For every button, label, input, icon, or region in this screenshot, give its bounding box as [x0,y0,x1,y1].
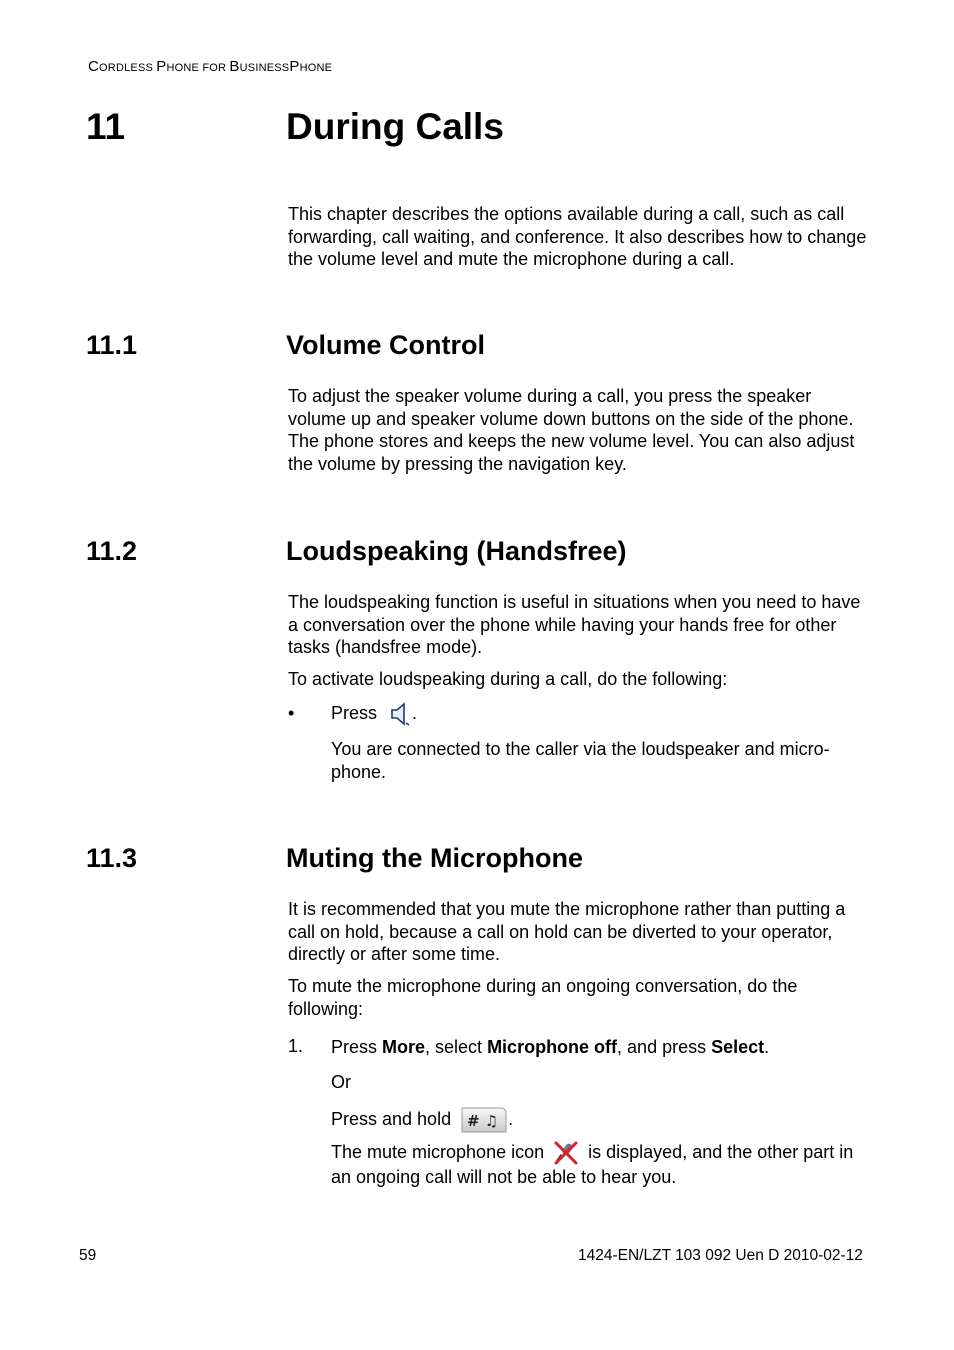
chapter-number: 11 [86,106,126,147]
hash-key-label: # ♫ [467,1112,499,1131]
or-text: Or [331,1072,351,1092]
section-11-3-instruction: To mute the microphone during an ongoing conversation, do the following: [288,976,798,1019]
chapter-title: During Calls [286,106,504,147]
bullet-marker: • [288,703,295,723]
running-header: CORDLESS PHONE FOR BUSINESSPHONE [88,58,333,75]
section-11-2-body: The loudspeaking function is useful in situations when you need to have a conversation over the phone while having your hands free for other tasks (handsfree mode). [288,592,861,657]
section-11-2-title: Loudspeaking (Handsfree) [286,536,627,566]
chapter-intro: This chapter describes the options available during a call, such as call forwarding, call waiting, and conference. It also describes how to change the volume level and mute the microphone during a call. [288,204,867,269]
bullet-press-speaker: Press . [331,700,891,727]
step-number: 1. [288,1036,304,1056]
section-11-2-instruction: To activate loudspeaking during a call, do the following: [288,669,728,689]
section-11-3-body: It is recommended that you mute the microphone rather than putting a call on hold, because a call on hold can be diverted to your operator, directly or after some time. [288,899,846,964]
press-and-hold: Press and hold # ♫ . [331,1104,891,1134]
section-11-3-number: 11.3 [86,843,138,873]
step-1-text: Press More, select Microphone off, and press Select. [331,1037,770,1057]
mute-microphone-icon [553,1140,579,1166]
section-11-3-title: Muting the Microphone [286,843,583,873]
section-11-2-number: 11.2 [86,536,138,566]
hash-key-icon [460,1106,508,1134]
section-11-1-number: 11.1 [86,330,138,360]
section-11-1-body: To adjust the speaker volume during a call, you press the speaker volume up and speaker volume down buttons on the side of the phone. The phone stores and keeps the new volume level. You can also adjust the volume by pressing the navigation key. [288,386,855,474]
page-number: 59 [79,1247,97,1264]
document-id: 1424-EN/LZT 103 092 Uen D 2010-02-12 [578,1247,863,1264]
loudspeaker-result: You are connected to the caller via the loudspeaker and micro- phone. [331,739,830,782]
speaker-icon [388,701,412,727]
mute-result: The mute microphone icon is displayed, and the other part in an ongoing call will not be able to hear you. [331,1141,854,1187]
section-11-1-title: Volume Control [286,330,485,360]
